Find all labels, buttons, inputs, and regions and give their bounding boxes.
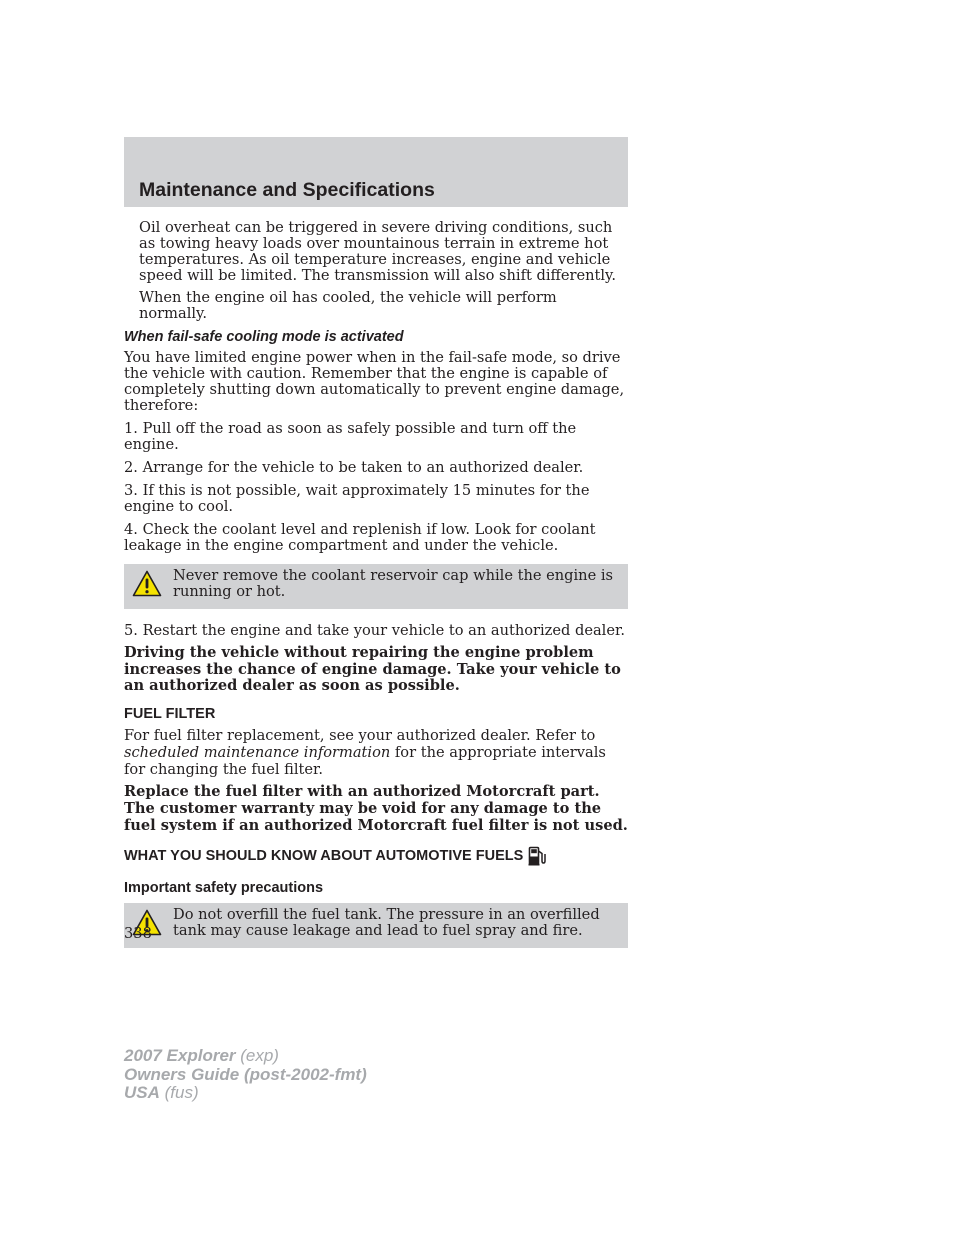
footer-line-3 [124,1084,367,1103]
intro-paragraph-1: Oil overheat can be triggered in severe driving conditions, such as towing heavy loads over mountainous terrain in extreme hot temperatures. As oil temperature increases, engine and vehicle speed will be limited. The transmission will also shift differently. [139,219,616,284]
footer-line-2 [124,1066,367,1085]
coolant-warning-text: Never remove the coolant reservoir cap while the engine is running or hot. [173,567,614,600]
fuel-pump-icon [528,846,546,866]
failsafe-step-4: 4. Check the coolant level and replenish if low. Look for coolant leakage in the engine compartment and under the vehicle. [124,521,596,554]
page-number: 338 [124,925,152,942]
footer-region-code: (fus) [159,1083,199,1102]
safety-precautions-heading: Important safety precautions [124,880,324,897]
coolant-warning-box [124,564,628,609]
fuel-filter-text-start: For fuel filter replacement, see your authorized dealer. Refer to [124,727,596,745]
footer-model-code: (exp) [235,1046,279,1065]
section-header-band [124,137,628,207]
automotive-fuels-heading-text: WHAT YOU SHOULD KNOW ABOUT AUTOMOTIVE FUELS [124,848,524,865]
footer-guide: Owners Guide (post-2002-fmt) [124,1064,367,1084]
footer-region: USA [124,1083,160,1102]
failsafe-step-2: 2. Arrange for the vehicle to be taken to an authorized dealer. [124,459,584,476]
failsafe-bold-note: Driving the vehicle without repairing the engine problem increases the chance of engine damage. Take your vehicle to an authorized dealer as soon as possible. [124,644,621,695]
intro-paragraph-2: When the engine oil has cooled, the vehicle will perform normally. [139,289,557,322]
document-footer [124,1047,367,1103]
fuel-warning-box [124,903,628,948]
failsafe-paragraph: You have limited engine power when in the fail-safe mode, so drive the vehicle with caution. Remember that the engine is capable of completely shutting down automatically to prevent engine damage, therefore: [124,349,625,414]
fuel-filter-heading: FUEL FILTER [124,706,216,723]
fuel-filter-paragraph [124,728,628,778]
page-content [124,220,628,948]
fuel-filter-bold-note: Replace the fuel filter with an authorized Motorcraft part. The customer warranty may be void for any damage to the fuel system if an authorized Motorcraft fuel filter is not used. [124,783,628,834]
automotive-fuels-heading [124,846,628,866]
failsafe-heading: When fail-safe cooling mode is activated [124,329,404,345]
failsafe-step-3: 3. If this is not possible, wait approximately 15 minutes for the engine to cool. [124,482,590,515]
fuel-filter-text-end: for the appropriate intervals for changing the fuel filter. [124,743,606,778]
failsafe-step-1: 1. Pull off the road as soon as safely possible and turn off the engine. [124,420,577,453]
footer-model: 2007 Explorer [124,1046,236,1065]
section-title: Maintenance and Specifications [139,179,435,201]
footer-line-1 [124,1047,367,1066]
fuel-warning-text: Do not overfill the fuel tank. The pressure in an overfilled tank may cause leakage and lead to fuel spray and fire. [173,906,600,940]
scheduled-maintenance-reference: scheduled maintenance information [124,743,391,761]
failsafe-step-5: 5. Restart the engine and take your vehicle to an authorized dealer. [124,622,625,639]
warning-triangle-icon [132,570,162,597]
